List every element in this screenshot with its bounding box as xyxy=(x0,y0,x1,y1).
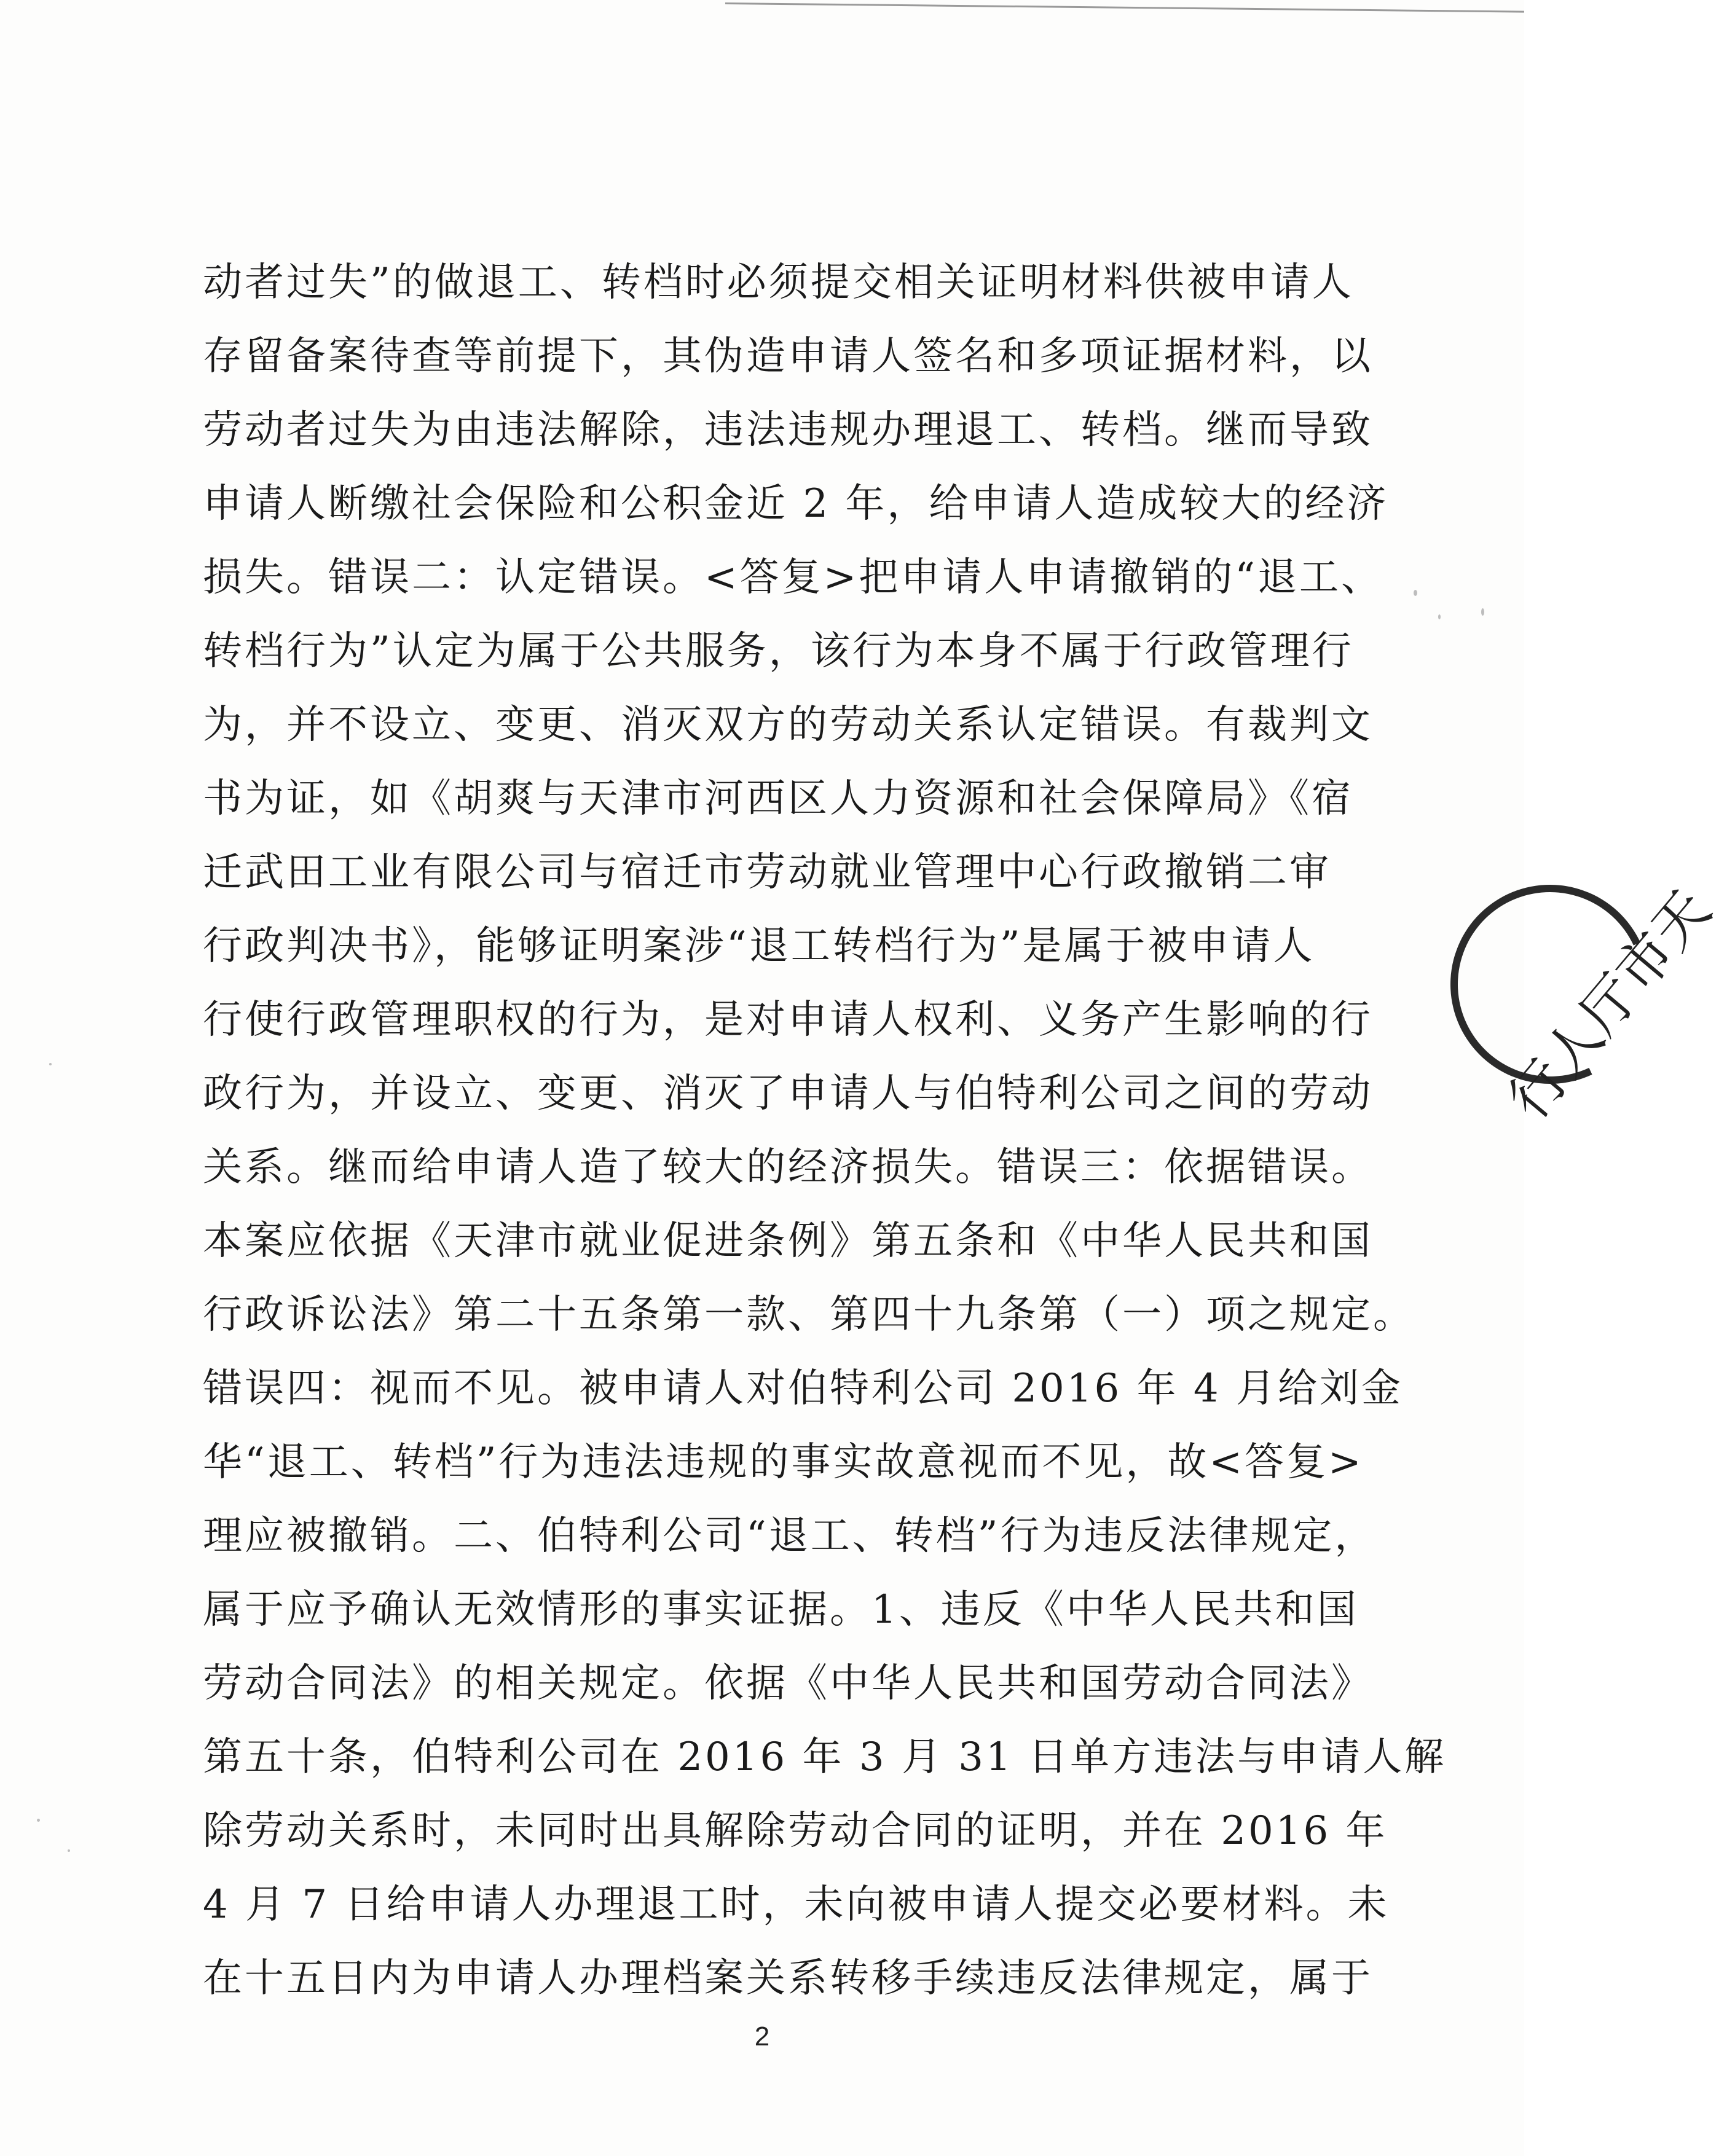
text-line: 错误四：视而不见。被申请人对伯特利公司 2016 年 4 月给刘金 xyxy=(203,1366,1403,1411)
text-line: 转档行为”认定为属于公共服务，该行为本身不属于行政管理行 xyxy=(203,629,1354,674)
text-line: 存留备案待查等前提下，其伪造申请人签名和多项证据材料，以 xyxy=(203,334,1373,379)
text-line: 本案应依据《天津市就业促进条例》第五条和《中华人民共和国 xyxy=(203,1218,1373,1264)
scan-edge-line xyxy=(725,2,1524,13)
scan-speckle xyxy=(1438,614,1441,619)
text-line: 行使行政管理职权的行为，是对申请人权利、义务产生影响的行 xyxy=(203,997,1373,1043)
scan-speckle xyxy=(1481,608,1484,616)
text-line: 申请人断缴社会保险和公积金近 2 年，给申请人造成较大的经济 xyxy=(203,481,1389,527)
seal-text: 行人厅市天 xyxy=(1496,878,1724,1132)
text-line: 在十五日内为申请人办理档案关系转移手续违反法律规定，属于 xyxy=(203,1956,1373,2001)
scan-speckle xyxy=(49,1063,52,1065)
text-line: 理应被撤销。二、伯特利公司“退工、转档”行为违反法律规定， xyxy=(203,1513,1377,1559)
text-line: 政行为，并设立、变更、消灭了申请人与伯特利公司之间的劳动 xyxy=(203,1071,1373,1116)
text-line: 劳动合同法》的相关规定。依据《中华人民共和国劳动合同法》 xyxy=(203,1661,1373,1706)
text-line: 属于应予确认无效情形的事实证据。1、违反《中华人民共和国 xyxy=(203,1587,1359,1633)
scan-speckle xyxy=(37,1819,40,1822)
text-line: 除劳动关系时，未同时出具解除劳动合同的证明，并在 2016 年 xyxy=(203,1808,1388,1854)
text-line: 损失。错误二：认定错误。<答复>把申请人申请撤销的“退工、 xyxy=(203,555,1383,600)
body-text xyxy=(203,246,1447,2015)
text-line: 劳动者过失为由违法解除，违法违规办理退工、转档。继而导致 xyxy=(203,407,1373,453)
text-line: 迁武田工业有限公司与宿迁市劳动就业管理中心行政撤销二审 xyxy=(203,850,1331,895)
official-seal-stamp xyxy=(1422,857,1724,1132)
text-line: 为，并不设立、变更、消灭双方的劳动关系认定错误。有裁判文 xyxy=(203,702,1373,748)
text-line: 关系。继而给申请人造了较大的经济损失。错误三：依据错误。 xyxy=(203,1145,1373,1190)
text-line: 第五十条，伯特利公司在 2016 年 3 月 31 日单方违法与申请人解 xyxy=(203,1735,1447,1780)
text-line: 书为证，如《胡爽与天津市河西区人力资源和社会保障局》《宿 xyxy=(203,776,1353,821)
text-line: 4 月 7 日给申请人办理退工时，未向被申请人提交必要材料。未 xyxy=(203,1882,1390,1927)
scan-speckle xyxy=(1414,590,1417,596)
text-line: 行政判决书》，能够证明案涉“退工转档行为”是属于被申请人 xyxy=(203,923,1315,969)
page-number: 2 xyxy=(754,2021,770,2052)
text-line: 行政诉讼法》第二十五条第一款、第四十九条第（一）项之规定。 xyxy=(203,1292,1415,1338)
text-line: 华“退工、转档”行为违法违规的事实故意视而不见，故<答复> xyxy=(203,1440,1364,1485)
scan-speckle xyxy=(68,1849,70,1852)
text-line: 动者过失”的做退工、转档时必须提交相关证明材料供被申请人 xyxy=(203,260,1354,305)
